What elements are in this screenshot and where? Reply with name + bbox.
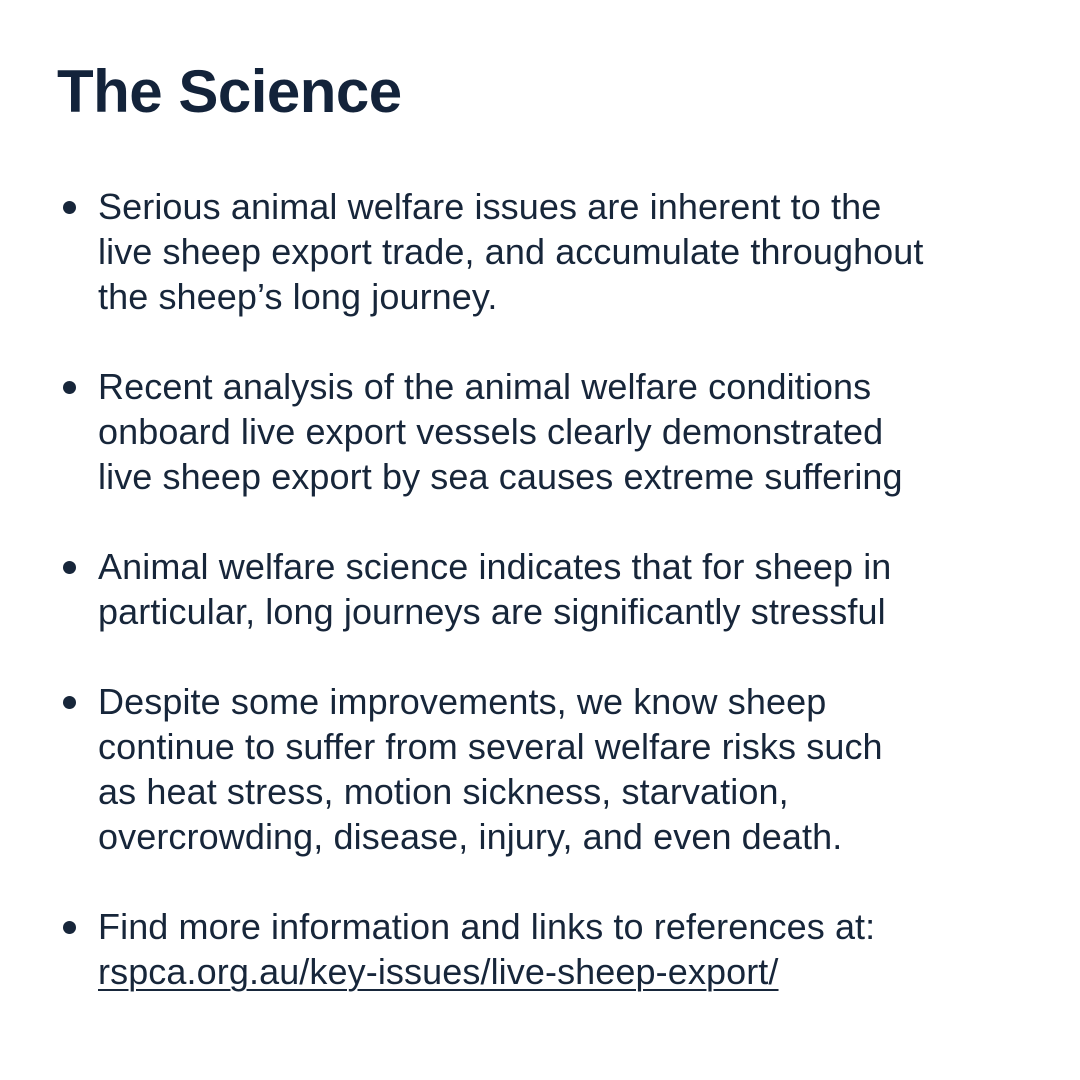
- bullet-dot-icon: [63, 201, 76, 214]
- bullet-text: [98, 184, 1040, 319]
- bullet-dot-icon: [63, 696, 76, 709]
- bullet-line: the sheep’s long journey.: [98, 276, 498, 317]
- bullet-text: [98, 364, 1040, 499]
- bullet-line: Serious animal welfare issues are inherent to the: [98, 186, 882, 227]
- bullet-line: as heat stress, motion sickness, starvation,: [98, 771, 789, 812]
- bullet-text: [98, 544, 1040, 634]
- bullet-item: [0, 544, 1080, 634]
- bullet-line: live sheep export trade, and accumulate throughout: [98, 231, 924, 272]
- page-title: The Science: [57, 58, 402, 125]
- bullet-line: continue to suffer from several welfare risks such: [98, 726, 883, 767]
- bullet-item: [0, 364, 1080, 499]
- bullet-dot-icon: [63, 921, 76, 934]
- bullet-line: onboard live export vessels clearly demonstrated: [98, 411, 884, 452]
- bullet-item: [0, 904, 1080, 994]
- bullet-dot-icon: [63, 381, 76, 394]
- bullet-list: [0, 184, 1080, 994]
- bullet-text: [98, 904, 1040, 994]
- bullet-line: Recent analysis of the animal welfare conditions: [98, 366, 872, 407]
- bullet-line: Animal welfare science indicates that for sheep in: [98, 546, 892, 587]
- bullet-line: Find more information and links to references at:: [98, 906, 876, 947]
- bullet-line: Despite some improvements, we know sheep: [98, 681, 827, 722]
- bullet-dot-icon: [63, 561, 76, 574]
- references-link[interactable]: rspca.org.au/key-issues/live-sheep-export/: [98, 951, 779, 992]
- bullet-line: live sheep export by sea causes extreme suffering: [98, 456, 903, 497]
- bullet-item: [0, 184, 1080, 319]
- bullet-text: [98, 679, 1040, 859]
- bullet-line: particular, long journeys are significantly stressful: [98, 591, 886, 632]
- bullet-line: overcrowding, disease, injury, and even death.: [98, 816, 843, 857]
- bullet-item: [0, 679, 1080, 859]
